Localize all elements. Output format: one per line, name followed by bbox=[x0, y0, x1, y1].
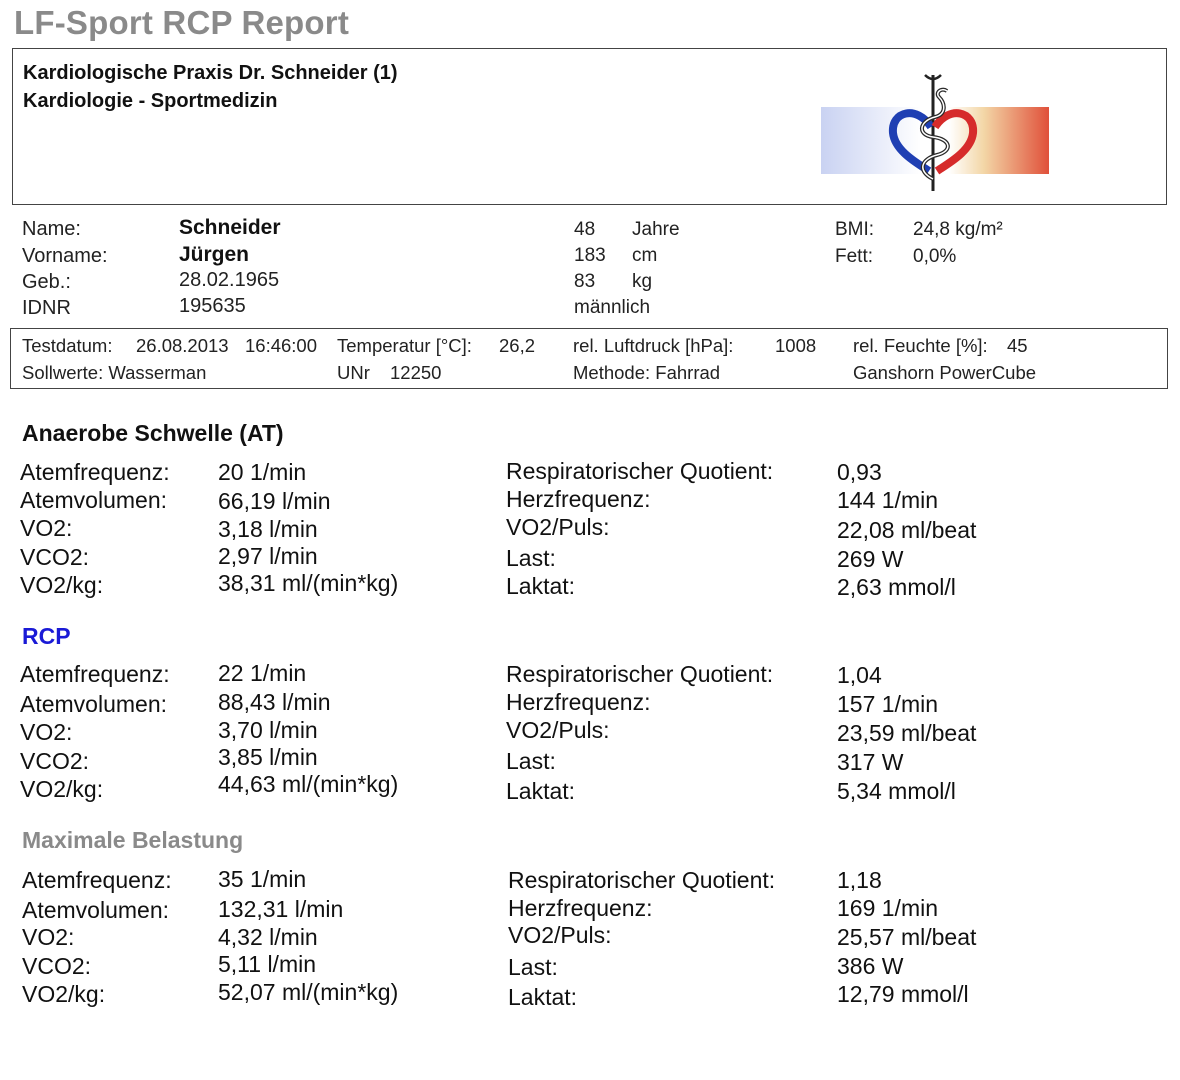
rcp-value: 3,70 l/min bbox=[218, 717, 318, 743]
at-value: 22,08 ml/beat bbox=[837, 517, 977, 543]
rcp-value: 23,59 ml/beat bbox=[837, 720, 977, 746]
clinic-department: Kardiologie - Sportmedizin bbox=[23, 90, 278, 112]
max-value: 35 1/min bbox=[218, 866, 307, 892]
max-value: 5,11 l/min bbox=[218, 951, 317, 977]
bmi-label: BMI: bbox=[835, 219, 875, 240]
reference-values: Sollwerte: Wasserman bbox=[22, 362, 207, 383]
test-time: 16:46:00 bbox=[245, 335, 318, 356]
at-value: 20 1/min bbox=[218, 459, 307, 485]
rcp-value: 1,04 bbox=[837, 662, 882, 688]
patient-age: 48 bbox=[574, 219, 596, 240]
rcp-label: Laktat: bbox=[506, 778, 576, 804]
max-label: Laktat: bbox=[508, 984, 578, 1010]
fat-label: Fett: bbox=[835, 246, 874, 267]
test-date-label: Testdatum: bbox=[22, 335, 113, 356]
max-label: VO2/kg: bbox=[22, 981, 106, 1007]
humidity-value: 45 bbox=[1007, 335, 1028, 356]
rcp-label: VO2: bbox=[20, 719, 73, 745]
patient-dob: 28.02.1965 bbox=[179, 269, 280, 291]
rcp-label: VO2/kg: bbox=[20, 776, 104, 802]
rcp-label: VO2/Puls: bbox=[506, 717, 610, 743]
rcp-label: Atemfrequenz: bbox=[20, 661, 170, 687]
at-label: VCO2: bbox=[20, 544, 90, 570]
max-label: Atemvolumen: bbox=[22, 897, 170, 923]
max-label: VO2/Puls: bbox=[508, 922, 612, 948]
at-value: 3,18 l/min bbox=[218, 516, 318, 542]
max-value: 1,18 bbox=[837, 867, 882, 893]
max-label: Atemfrequenz: bbox=[22, 867, 172, 893]
rcp-label: Last: bbox=[506, 748, 556, 774]
patient-name-label: Name: bbox=[22, 218, 81, 240]
temperature-value: 26,2 bbox=[499, 335, 536, 356]
at-value: 2,97 l/min bbox=[218, 543, 318, 569]
patient-id-label: IDNR bbox=[22, 297, 71, 319]
test-method: Methode: Fahrrad bbox=[573, 362, 721, 383]
at-label: Last: bbox=[506, 545, 556, 571]
rcp-value: 44,63 ml/(min*kg) bbox=[218, 771, 399, 797]
temperature-label: Temperatur [°C]: bbox=[337, 335, 472, 356]
max-label: Respiratorischer Quotient: bbox=[508, 867, 776, 893]
at-value: 38,31 ml/(min*kg) bbox=[218, 570, 399, 596]
max-value: 132,31 l/min bbox=[218, 896, 344, 922]
device-name: Ganshorn PowerCube bbox=[853, 362, 1037, 383]
at-value: 0,93 bbox=[837, 459, 882, 485]
max-label: Last: bbox=[508, 954, 558, 980]
rcp-label: Herzfrequenz: bbox=[506, 689, 651, 715]
at-label: VO2: bbox=[20, 515, 73, 541]
patient-id: 195635 bbox=[179, 295, 246, 317]
at-label: Atemfrequenz: bbox=[20, 459, 170, 485]
at-value: 2,63 mmol/l bbox=[837, 574, 956, 600]
patient-age-unit: Jahre bbox=[632, 219, 680, 240]
clinic-name: Kardiologische Praxis Dr. Schneider (1) bbox=[23, 62, 398, 84]
humidity-label: rel. Feuchte [%]: bbox=[853, 335, 988, 356]
at-label: Herzfrequenz: bbox=[506, 486, 651, 512]
patient-firstname-label: Vorname: bbox=[22, 245, 108, 267]
patient-sex: männlich bbox=[574, 297, 651, 318]
rcp-value: 5,34 mmol/l bbox=[837, 778, 956, 804]
cardiology-logo bbox=[821, 67, 1049, 193]
rcp-label: Atemvolumen: bbox=[20, 691, 168, 717]
unr-label: UNr bbox=[337, 362, 370, 383]
max-label: VCO2: bbox=[22, 953, 92, 979]
at-value: 144 1/min bbox=[837, 487, 939, 513]
fat-value: 0,0% bbox=[913, 246, 957, 267]
at-label: Laktat: bbox=[506, 573, 576, 599]
max-value: 12,79 mmol/l bbox=[837, 981, 969, 1007]
section-title-rcp: RCP bbox=[22, 623, 71, 649]
patient-weight: 83 bbox=[574, 271, 596, 292]
patient-height: 183 bbox=[574, 245, 606, 266]
max-value: 52,07 ml/(min*kg) bbox=[218, 979, 399, 1005]
max-value: 169 1/min bbox=[837, 895, 939, 921]
rcp-label: VCO2: bbox=[20, 748, 90, 774]
at-label: Atemvolumen: bbox=[20, 487, 168, 513]
max-value: 25,57 ml/beat bbox=[837, 924, 977, 950]
max-value: 4,32 l/min bbox=[218, 924, 318, 950]
pressure-value: 1008 bbox=[775, 335, 817, 356]
at-label: VO2/kg: bbox=[20, 572, 104, 598]
rcp-value: 157 1/min bbox=[837, 691, 939, 717]
rcp-label: Respiratorischer Quotient: bbox=[506, 661, 774, 687]
section-title-at: Anaerobe Schwelle (AT) bbox=[22, 420, 284, 446]
rcp-value: 22 1/min bbox=[218, 660, 307, 686]
at-value: 269 W bbox=[837, 546, 904, 572]
patient-name: Schneider bbox=[179, 216, 281, 239]
rcp-value: 317 W bbox=[837, 749, 904, 775]
max-label: VO2: bbox=[22, 924, 75, 950]
patient-weight-unit: kg bbox=[632, 271, 653, 292]
patient-firstname: Jürgen bbox=[179, 243, 250, 266]
rcp-value: 88,43 l/min bbox=[218, 689, 331, 715]
bmi-value: 24,8 kg/m² bbox=[913, 219, 1003, 240]
section-title-max: Maximale Belastung bbox=[22, 827, 244, 853]
max-label: Herzfrequenz: bbox=[508, 895, 653, 921]
at-label: VO2/Puls: bbox=[506, 514, 610, 540]
patient-dob-label: Geb.: bbox=[22, 271, 71, 293]
patient-height-unit: cm bbox=[632, 245, 658, 266]
clinic-header-box bbox=[12, 48, 1167, 205]
test-date: 26.08.2013 bbox=[136, 335, 229, 356]
pressure-label: rel. Luftdruck [hPa]: bbox=[573, 335, 734, 356]
at-value: 66,19 l/min bbox=[218, 488, 331, 514]
at-label: Respiratorischer Quotient: bbox=[506, 458, 774, 484]
report-title: LF-Sport RCP Report bbox=[14, 4, 350, 41]
unr-value: 12250 bbox=[390, 362, 442, 383]
max-value: 386 W bbox=[837, 953, 904, 979]
rcp-value: 3,85 l/min bbox=[218, 744, 318, 770]
